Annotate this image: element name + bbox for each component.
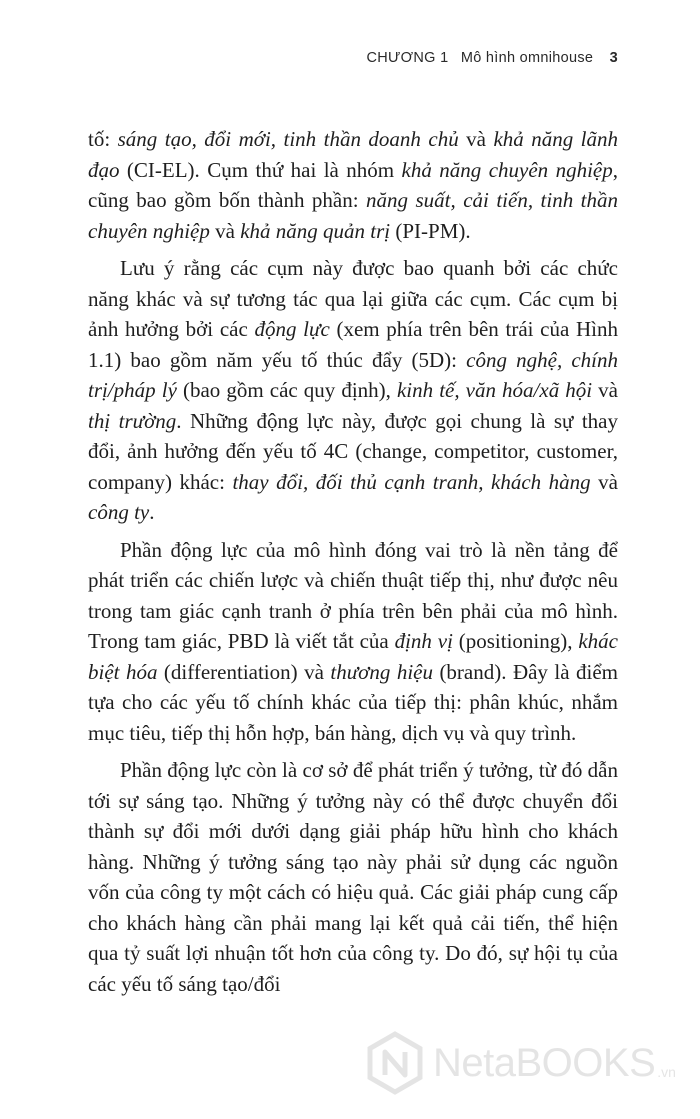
text-run: Phần động lực của mô hình đóng vai trò là nền tảng để phát triển các chiến lược và chiến thuật tiếp thị, như được nêu trong tam giác cạnh tranh ở phía trên bên phải của mô hình. Trong tam giác, PBD là viết tắt của — [88, 537, 618, 653]
text-run: , cũng bao gồm bốn thành phần: — [88, 157, 618, 212]
text-run: (positioning), — [452, 629, 579, 653]
watermark-domain: .vn — [657, 1064, 676, 1080]
italic-run: năng suất, cải tiến, tinh thần chuyên nghiệp — [88, 188, 618, 243]
italic-run: thương hiệu — [330, 659, 433, 684]
text-run: . Những động lực này, được gọi chung là sự thay đổi, ảnh hưởng đến yếu tố 4C (change, competitor, customer, company) khác: — [88, 408, 618, 494]
text-run: Phần động lực còn là cơ sở để phát triển ý tưởng, từ đó dẫn tới sự sáng tạo. Những ý tưởng này có thể được chuyển đổi thành sự đổi mới dưới dạng giải pháp hữu hình cho khách hàng. Những ý tưởng sáng tạo này phải sử dụng các nguồn vốn của công ty một cách có hiệu quả. Các giải pháp cung cấp cho khách hàng cần phải mang lại kết quả cải tiến, thể hiện qua tỷ suất lợi nhuận tốt hơn của công ty. Do đó, sự hội tụ của các yếu tố sáng tạo/đổi — [88, 758, 618, 996]
italic-run: khả năng chuyên nghiệp — [401, 157, 613, 182]
text-run: (brand). Đây là điểm tựa cho các yếu tố chính khác của tiếp thị: phân khúc, nhắm mục tiêu, tiếp thị hỗn hợp, bán hàng, dịch vụ và quy trình. — [88, 659, 618, 745]
text-run: và — [209, 218, 241, 243]
paragraph — [88, 755, 618, 999]
italic-run: khả năng quản trị — [240, 218, 391, 243]
text-run: (CI-EL). Cụm thứ hai là nhóm — [119, 157, 402, 182]
italic-run: thị trường — [88, 408, 177, 433]
text-run: (bao gồm các quy định), — [176, 378, 397, 402]
paragraph — [88, 535, 618, 749]
text-run: và — [458, 127, 494, 151]
watermark — [363, 1028, 683, 1098]
italic-run: kinh tế, văn hóa/xã hội — [396, 378, 593, 402]
chapter-label: CHƯƠNG 1 — [366, 50, 449, 66]
watermark-brand: NetaBOOKS — [433, 1040, 656, 1085]
text-run: (differentiation) và — [157, 659, 331, 684]
netabooks-logo-icon — [363, 1031, 427, 1095]
text-run: . — [149, 500, 155, 524]
paragraph — [88, 124, 618, 246]
italic-run: thay đổi, đối thủ cạnh tranh, khách hàng — [232, 469, 591, 494]
italic-run: công nghệ, chính trị/pháp lý — [88, 347, 619, 402]
italic-run: định vị — [394, 629, 453, 653]
body-text — [88, 124, 618, 999]
text-run: và — [592, 378, 618, 402]
text-run: (PI-PM). — [390, 218, 471, 243]
running-head — [366, 50, 618, 66]
italic-run: sáng tạo, đổi mới, tinh thần doanh chủ — [117, 127, 459, 151]
text-run: và — [590, 469, 618, 494]
text-run: tố: — [88, 127, 118, 151]
text-run: Lưu ý rằng các cụm này được bao quanh bởi các chức năng khác và sự tương tác qua lại giữa các cụm. Các cụm bị ảnh hưởng bởi các — [88, 256, 618, 341]
italic-run: động lực — [254, 317, 330, 341]
italic-run: khác biệt hóa — [88, 629, 618, 684]
italic-run: công ty — [88, 500, 150, 524]
chapter-title: Mô hình omnihouse — [460, 50, 594, 66]
italic-run: khả năng lãnh đạo — [88, 127, 619, 182]
page-number: 3 — [609, 50, 618, 66]
text-run: (xem phía trên bên trái của Hình 1.1) bao gồm năm yếu tố thúc đẩy (5D): — [88, 317, 619, 372]
paragraph — [88, 253, 618, 528]
